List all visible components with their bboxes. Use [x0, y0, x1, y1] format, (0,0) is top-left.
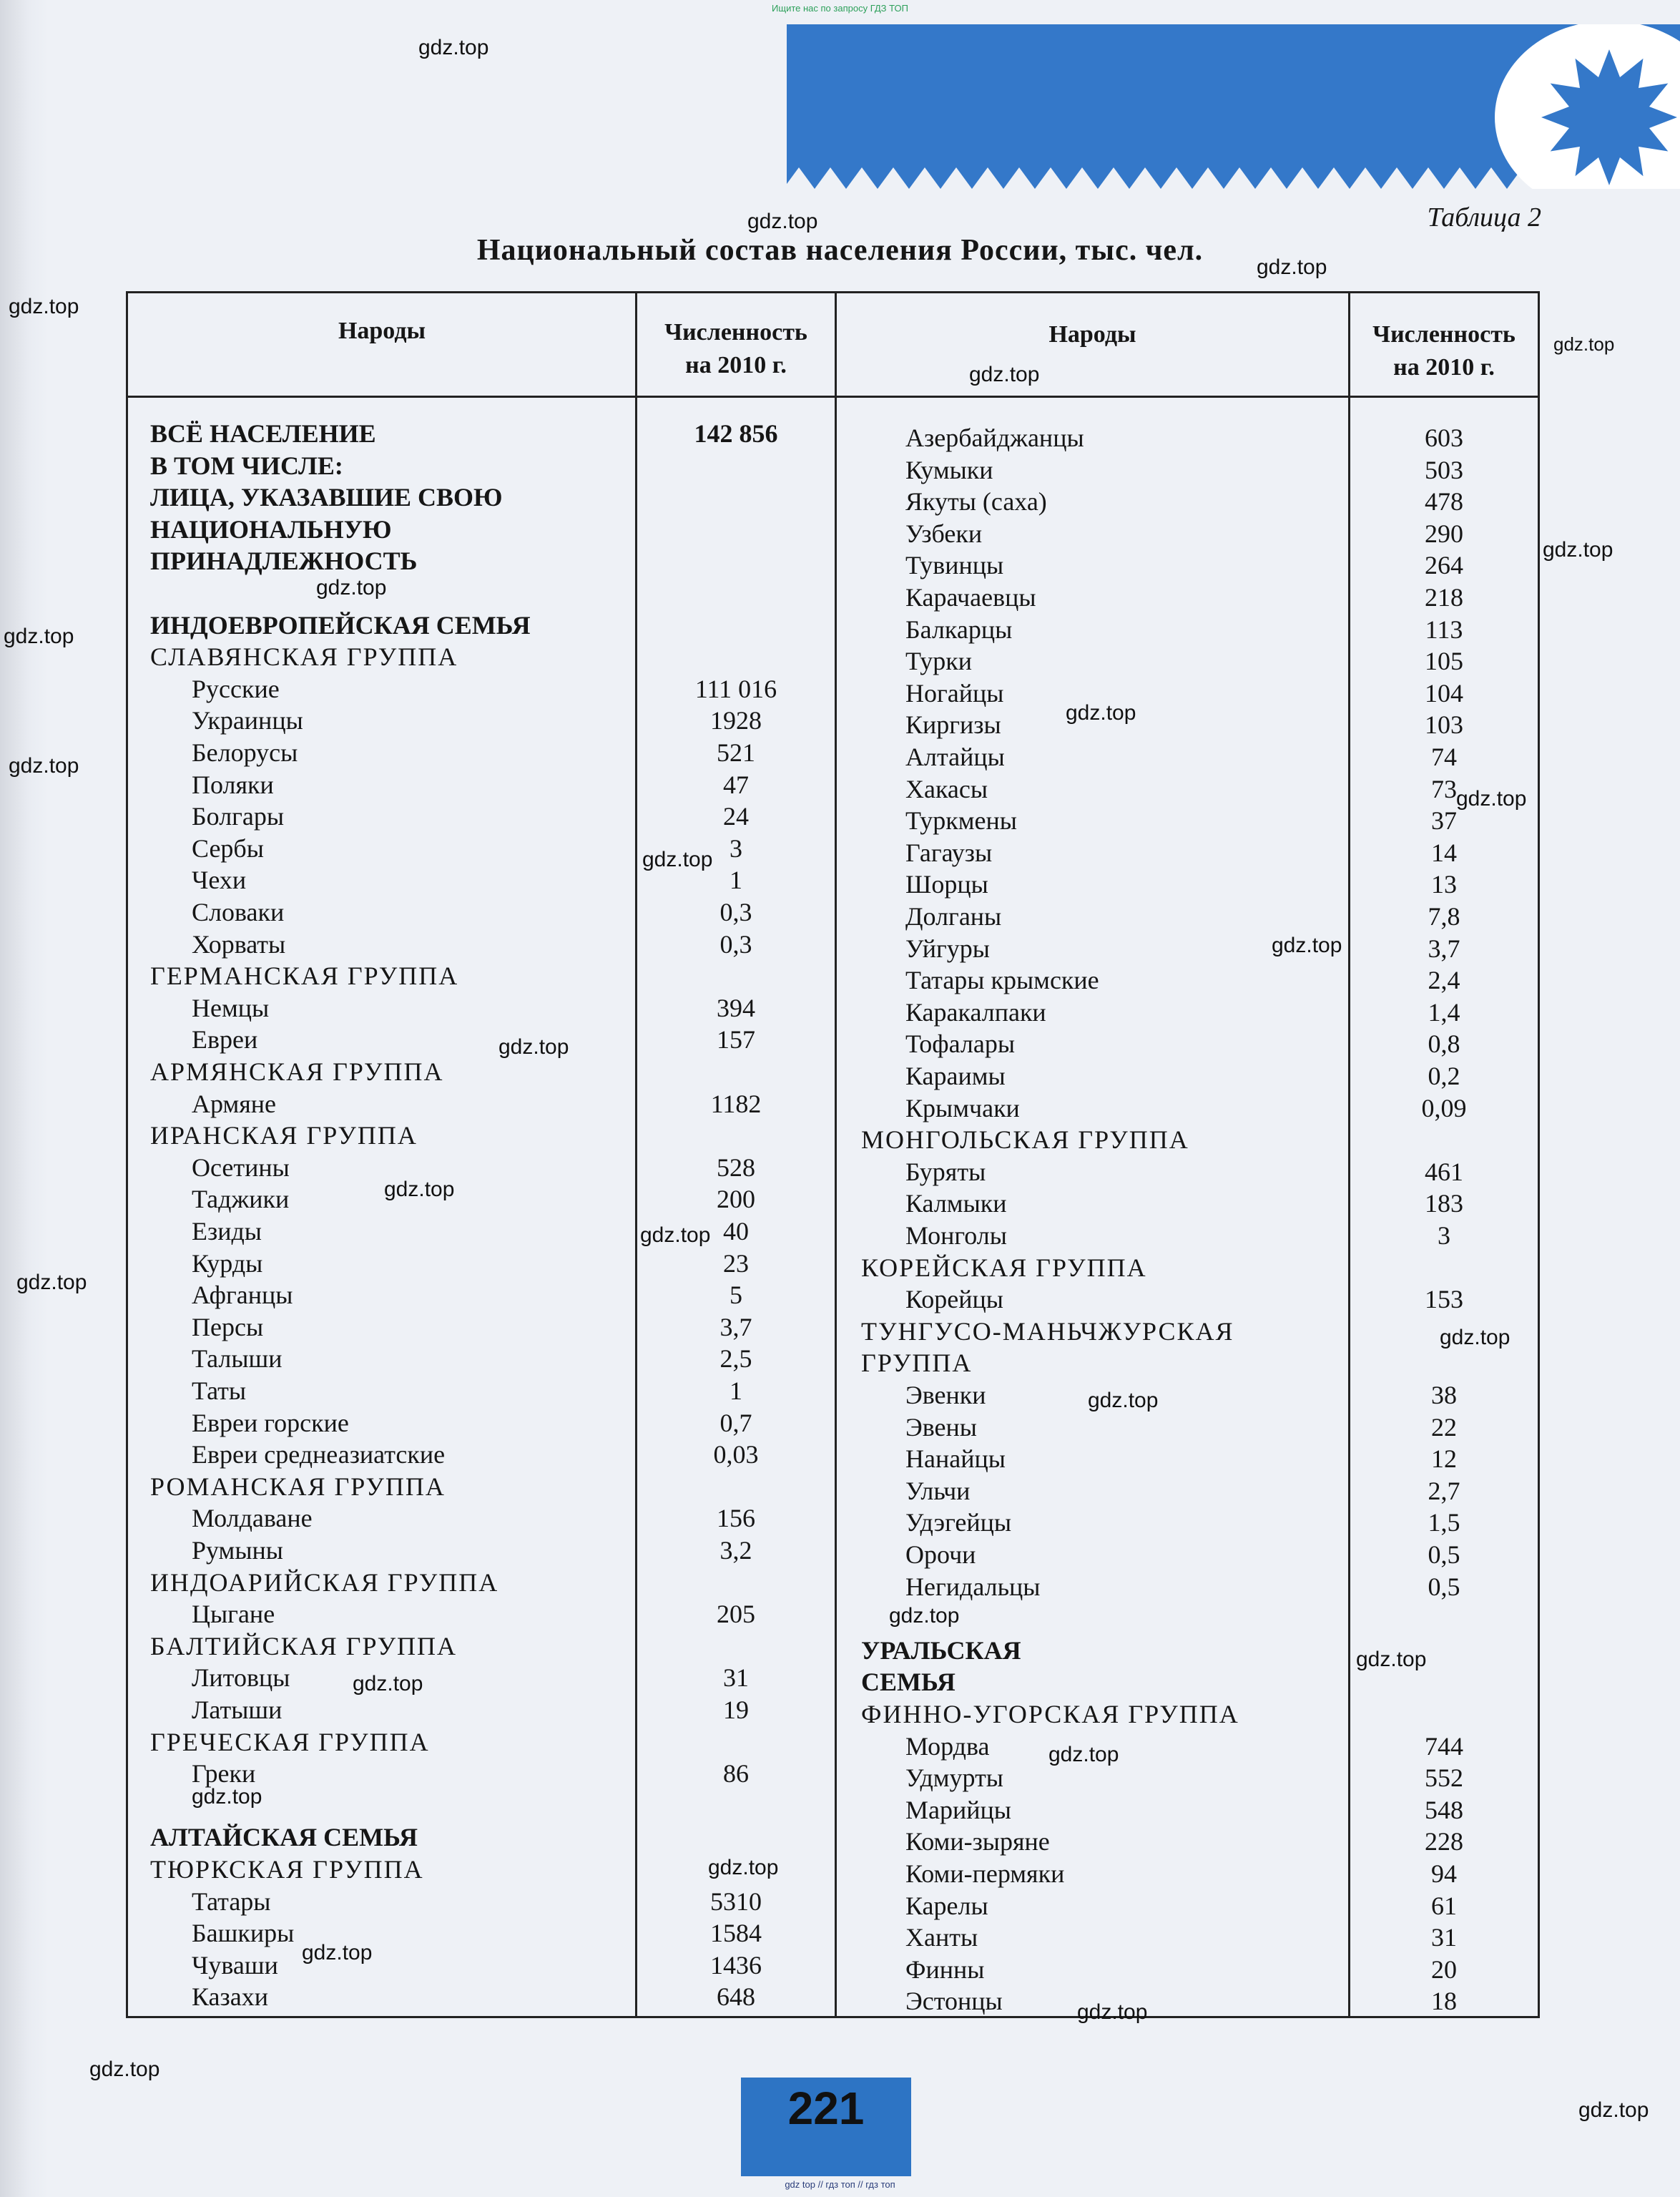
population-value: 0,03: [713, 1440, 759, 1469]
population-value: 13: [1431, 870, 1457, 899]
family-heading: УРАЛЬСКАЯ: [861, 1635, 1021, 1665]
group-heading: КОРЕЙСКАЯ ГРУППА: [861, 1253, 1147, 1282]
total-heading: ВСЁ НАСЕЛЕНИЕ: [150, 419, 376, 448]
population-value: 31: [1431, 1923, 1457, 1952]
watermark-label: gdz.top: [640, 1223, 711, 1247]
people-name: Башкиры: [192, 1919, 295, 1948]
watermark-label: gdz.top: [1077, 2000, 1148, 2024]
population-value: 94: [1431, 1859, 1457, 1888]
people-name: Осетины: [192, 1153, 290, 1182]
population-value: 1: [730, 1376, 742, 1405]
people-name: Русские: [192, 674, 280, 703]
banner-decoration: [787, 24, 1680, 189]
people-name: Долганы: [905, 902, 1002, 931]
population-value: 5: [730, 1281, 742, 1310]
people-name: Эвенки: [905, 1381, 986, 1409]
population-value: 1,4: [1428, 997, 1460, 1027]
population-value: 0,8: [1428, 1029, 1460, 1059]
watermark-label: gdz.top: [498, 1035, 569, 1059]
people-name: Удмурты: [905, 1763, 1003, 1793]
people-name: Евреи среднеазиатские: [192, 1440, 446, 1469]
watermark-label: gdz.top: [1553, 333, 1615, 355]
watermark-label: gdz.top: [1440, 1326, 1510, 1349]
watermark-label: gdz.top: [1048, 1743, 1119, 1766]
watermark-label: gdz.top: [89, 2057, 160, 2081]
people-name: Болгары: [192, 802, 285, 831]
people-name: Греки: [192, 1759, 256, 1789]
group-heading: МОНГОЛЬСКАЯ ГРУППА: [861, 1125, 1189, 1155]
people-name: Евреи горские: [192, 1408, 349, 1437]
population-value: 156: [717, 1504, 755, 1533]
population-value: 142 856: [694, 419, 778, 448]
group-heading: ГРЕЧЕСКАЯ ГРУППА: [150, 1727, 430, 1756]
population-value: 1,5: [1428, 1508, 1460, 1537]
people-name: Крымчаки: [905, 1093, 1020, 1122]
people-name: Каракалпаки: [905, 997, 1046, 1027]
header-count-left: [637, 316, 835, 382]
people-name: Буряты: [905, 1157, 986, 1186]
population-value: 31: [723, 1663, 749, 1693]
watermark-label: gdz.top: [192, 1785, 262, 1809]
population-value: 603: [1425, 424, 1463, 452]
people-name: Армяне: [192, 1089, 277, 1118]
population-value: 19: [723, 1696, 749, 1724]
header-count-line1: Численность: [1372, 321, 1516, 348]
watermark-label: gdz.top: [747, 210, 818, 233]
watermark-label: gdz.top: [353, 1672, 423, 1696]
population-value: 1: [730, 866, 742, 895]
header-count-line1: Численность: [664, 319, 807, 346]
people-name: Караимы: [905, 1062, 1006, 1090]
group-heading: ФИННО-УГОРСКАЯ ГРУППА: [861, 1700, 1239, 1728]
watermark-label: gdz.top: [1543, 538, 1613, 562]
population-value: 3,7: [719, 1312, 752, 1341]
population-value: 61: [1431, 1891, 1457, 1920]
watermark-label: gdz.top: [384, 1178, 455, 1201]
people-name: Якуты (саха): [905, 487, 1047, 517]
watermark-label: gdz.top: [1066, 701, 1136, 725]
people-name: Литовцы: [192, 1663, 290, 1693]
population-value: 153: [1425, 1285, 1463, 1314]
table-title: Национальный состав населения России, тыс. чел.: [476, 234, 1204, 267]
group-heading: ГРУППА: [861, 1349, 973, 1378]
people-name: Гагаузы: [905, 838, 993, 867]
total-heading: ЛИЦА, УКАЗАВШИЕ СВОЮ: [150, 483, 503, 512]
population-value: 18: [1431, 1987, 1457, 2016]
people-name: Негидальцы: [905, 1572, 1041, 1601]
watermark-label: gdz.top: [1088, 1389, 1159, 1412]
group-heading: ИРАНСКАЯ ГРУППА: [150, 1121, 418, 1150]
population-value: 105: [1425, 647, 1463, 676]
header-count-line2: на 2010 г.: [685, 352, 787, 378]
population-value: 521: [717, 738, 755, 767]
population-value: 183: [1425, 1189, 1463, 1218]
people-name: Тофалары: [905, 1029, 1016, 1059]
population-value: 0,5: [1428, 1572, 1460, 1601]
people-name: Молдаване: [192, 1504, 313, 1533]
people-name: Киргизы: [905, 710, 1001, 740]
population-value: 157: [717, 1025, 755, 1055]
population-value: 2,5: [719, 1344, 752, 1374]
people-name: Ульчи: [905, 1476, 971, 1505]
watermark-label: gdz.top: [9, 754, 79, 778]
watermark-label: gdz.top: [418, 36, 489, 59]
population-value: 1928: [710, 706, 762, 735]
people-name: Удэгейцы: [905, 1508, 1012, 1537]
people-name: Узбеки: [905, 519, 983, 548]
population-value: 648: [717, 1982, 755, 2012]
watermark-label: gdz.top: [642, 848, 713, 871]
people-name: Карачаевцы: [905, 583, 1036, 612]
people-name: Балкарцы: [905, 615, 1013, 644]
people-name: Турки: [905, 647, 972, 676]
population-value: 73: [1431, 774, 1457, 803]
population-value: 200: [717, 1185, 755, 1214]
population-value: 744: [1425, 1731, 1463, 1761]
header-search-hint: Ищите нас по запросу ГДЗ ТОП: [772, 3, 908, 14]
population-value: 47: [723, 770, 749, 799]
watermark-label: gdz.top: [302, 1941, 373, 1964]
people-name: Туркмены: [905, 806, 1017, 836]
people-name: Алтайцы: [905, 743, 1005, 771]
population-value: 24: [723, 802, 749, 831]
population-value: 111 016: [694, 674, 777, 703]
population-value: 104: [1425, 678, 1463, 708]
population-value: 14: [1431, 838, 1457, 867]
population-value: 3: [730, 833, 742, 863]
people-name: Эстонцы: [905, 1987, 1003, 2016]
people-name: Таты: [192, 1376, 247, 1405]
population-value: 37: [1431, 806, 1457, 836]
population-value: 3,7: [1428, 934, 1460, 963]
watermark-label: gdz.top: [1578, 2098, 1649, 2122]
group-heading: ГЕРМАНСКАЯ ГРУППА: [150, 962, 459, 991]
people-name: Мордва: [905, 1731, 990, 1761]
people-name: Нанайцы: [905, 1444, 1006, 1474]
population-value: 113: [1425, 615, 1463, 644]
group-heading: РОМАНСКАЯ ГРУППА: [150, 1472, 446, 1501]
people-name: Карелы: [905, 1891, 988, 1920]
population-value: 7,8: [1428, 902, 1460, 931]
population-value: 40: [723, 1217, 749, 1246]
watermark-label: gdz.top: [1456, 787, 1527, 811]
population-value: 552: [1425, 1763, 1463, 1793]
watermark-label: gdz.top: [708, 1856, 779, 1879]
population-value: 394: [717, 993, 755, 1022]
center-divider: [835, 291, 837, 2018]
population-value: 478: [1425, 487, 1463, 517]
population-value: 22: [1431, 1412, 1457, 1442]
family-heading: ИНДОЕВРОПЕЙСКАЯ СЕМЬЯ: [150, 610, 531, 640]
total-heading: В ТОМ ЧИСЛЕ:: [150, 451, 343, 480]
table-label: Таблица 2: [1427, 202, 1541, 233]
population-value: 290: [1425, 519, 1463, 548]
people-name: Немцы: [192, 993, 270, 1022]
people-name: Словаки: [192, 898, 285, 926]
total-heading: НАЦИОНАЛЬНУЮ: [150, 514, 392, 544]
population-value: 1584: [710, 1919, 762, 1948]
people-name: Персы: [192, 1312, 264, 1341]
people-name: Эвены: [905, 1412, 977, 1442]
population-value: 1436: [710, 1950, 762, 1980]
people-name: Марийцы: [905, 1795, 1011, 1824]
people-name: Калмыки: [905, 1189, 1007, 1218]
header-divider: [126, 396, 1540, 398]
watermark-label: gdz.top: [316, 576, 387, 600]
watermark-label: gdz.top: [9, 295, 79, 318]
population-value: 461: [1425, 1157, 1463, 1186]
people-name: Азербайджанцы: [905, 424, 1084, 452]
watermark-label: gdz.top: [16, 1271, 87, 1294]
group-heading: ТУНГУСО-МАНЬЧЖУРСКАЯ: [861, 1316, 1234, 1346]
population-value: 2,7: [1428, 1476, 1460, 1505]
people-name: Сербы: [192, 833, 264, 863]
population-value: 228: [1425, 1827, 1463, 1856]
people-name: Ханты: [905, 1923, 978, 1952]
population-value: 0,2: [1428, 1062, 1460, 1090]
population-value: 103: [1425, 710, 1463, 740]
header-count-right: [1350, 318, 1538, 384]
people-name: Талыши: [192, 1344, 283, 1374]
people-name: Хорваты: [192, 929, 286, 959]
people-name: Коми-зыряне: [905, 1827, 1050, 1856]
family-heading: АЛТАЙСКАЯ СЕМЬЯ: [150, 1823, 418, 1852]
people-name: Орочи: [905, 1540, 976, 1569]
population-value: 0,09: [1421, 1093, 1467, 1122]
book-spine-shadow: [0, 0, 49, 2197]
group-heading: АРМЯНСКАЯ ГРУППА: [150, 1057, 444, 1086]
people-name: Латыши: [192, 1696, 283, 1724]
people-name: Финны: [905, 1954, 985, 1984]
people-name: Монголы: [905, 1221, 1007, 1250]
people-name: Евреи: [192, 1025, 258, 1055]
population-value: 12: [1431, 1444, 1457, 1474]
group-heading: ТЮРКСКАЯ ГРУППА: [150, 1855, 424, 1884]
family-heading: СЕМЬЯ: [861, 1668, 956, 1697]
population-value: 528: [717, 1153, 755, 1182]
page-number: 221: [787, 2083, 865, 2134]
people-name: Белорусы: [192, 738, 298, 767]
watermark-label: gdz.top: [1356, 1648, 1427, 1671]
population-value: 0,7: [719, 1408, 752, 1437]
people-name: Поляки: [192, 770, 274, 799]
header-count-line2: на 2010 г.: [1393, 354, 1495, 381]
people-name: Афганцы: [192, 1281, 293, 1310]
people-name: Тувинцы: [905, 551, 1004, 580]
people-name: Езиды: [192, 1217, 262, 1246]
people-name: Таджики: [192, 1185, 290, 1214]
people-name: Украинцы: [192, 706, 303, 735]
population-value: 23: [723, 1248, 749, 1278]
people-name: Татары: [192, 1887, 271, 1916]
people-name: Румыны: [192, 1536, 283, 1565]
people-name: Корейцы: [905, 1285, 1003, 1314]
population-value: 38: [1431, 1381, 1457, 1409]
people-name: Чехи: [192, 866, 247, 895]
population-value: 0,3: [719, 929, 752, 959]
people-name: Коми-пермяки: [905, 1859, 1065, 1888]
watermark-label: gdz.top: [969, 363, 1040, 386]
population-value: 3,2: [719, 1536, 752, 1565]
header-peoples-left: Народы: [338, 318, 426, 344]
population-value: 86: [723, 1759, 749, 1789]
group-heading: ИНДОАРИЙСКАЯ ГРУППА: [150, 1567, 499, 1597]
people-name: Уйгуры: [905, 934, 990, 963]
people-name: Шорцы: [905, 870, 988, 899]
people-name: Казахи: [192, 1982, 268, 2012]
footer-text: gdz top // гдз топ // гдз топ: [785, 2179, 895, 2190]
people-name: Курды: [192, 1248, 263, 1278]
watermark-label: gdz.top: [1272, 934, 1342, 957]
people-name: Чуваши: [192, 1950, 278, 1980]
people-name: Ногайцы: [905, 678, 1004, 708]
total-heading: ПРИНАДЛЕЖНОСТЬ: [150, 547, 418, 576]
watermark-label: gdz.top: [889, 1604, 960, 1628]
population-value: 1182: [710, 1089, 762, 1118]
population-value: 218: [1425, 583, 1463, 612]
population-value: 503: [1425, 455, 1463, 484]
population-value: 264: [1425, 551, 1463, 580]
population-value: 5310: [710, 1887, 762, 1916]
watermark-label: gdz.top: [4, 625, 74, 648]
population-value: 2,4: [1428, 966, 1460, 995]
population-value: 205: [717, 1600, 755, 1629]
group-heading: БАЛТИЙСКАЯ ГРУППА: [150, 1631, 458, 1660]
people-name: Цыгане: [192, 1600, 275, 1629]
header-peoples-right: Народы: [1048, 321, 1136, 348]
population-value: 74: [1431, 743, 1457, 771]
population-value: 3: [1438, 1221, 1450, 1250]
population-value: 0,5: [1428, 1540, 1460, 1569]
population-value: 0,3: [719, 898, 752, 926]
group-heading: СЛАВЯНСКАЯ ГРУППА: [150, 642, 458, 672]
people-name: Хакасы: [905, 774, 988, 803]
population-value: 20: [1431, 1954, 1457, 1984]
population-value: 548: [1425, 1795, 1463, 1824]
people-name: Кумыки: [905, 455, 993, 484]
watermark-label: gdz.top: [1257, 255, 1327, 279]
people-name: Татары крымские: [905, 966, 1099, 995]
